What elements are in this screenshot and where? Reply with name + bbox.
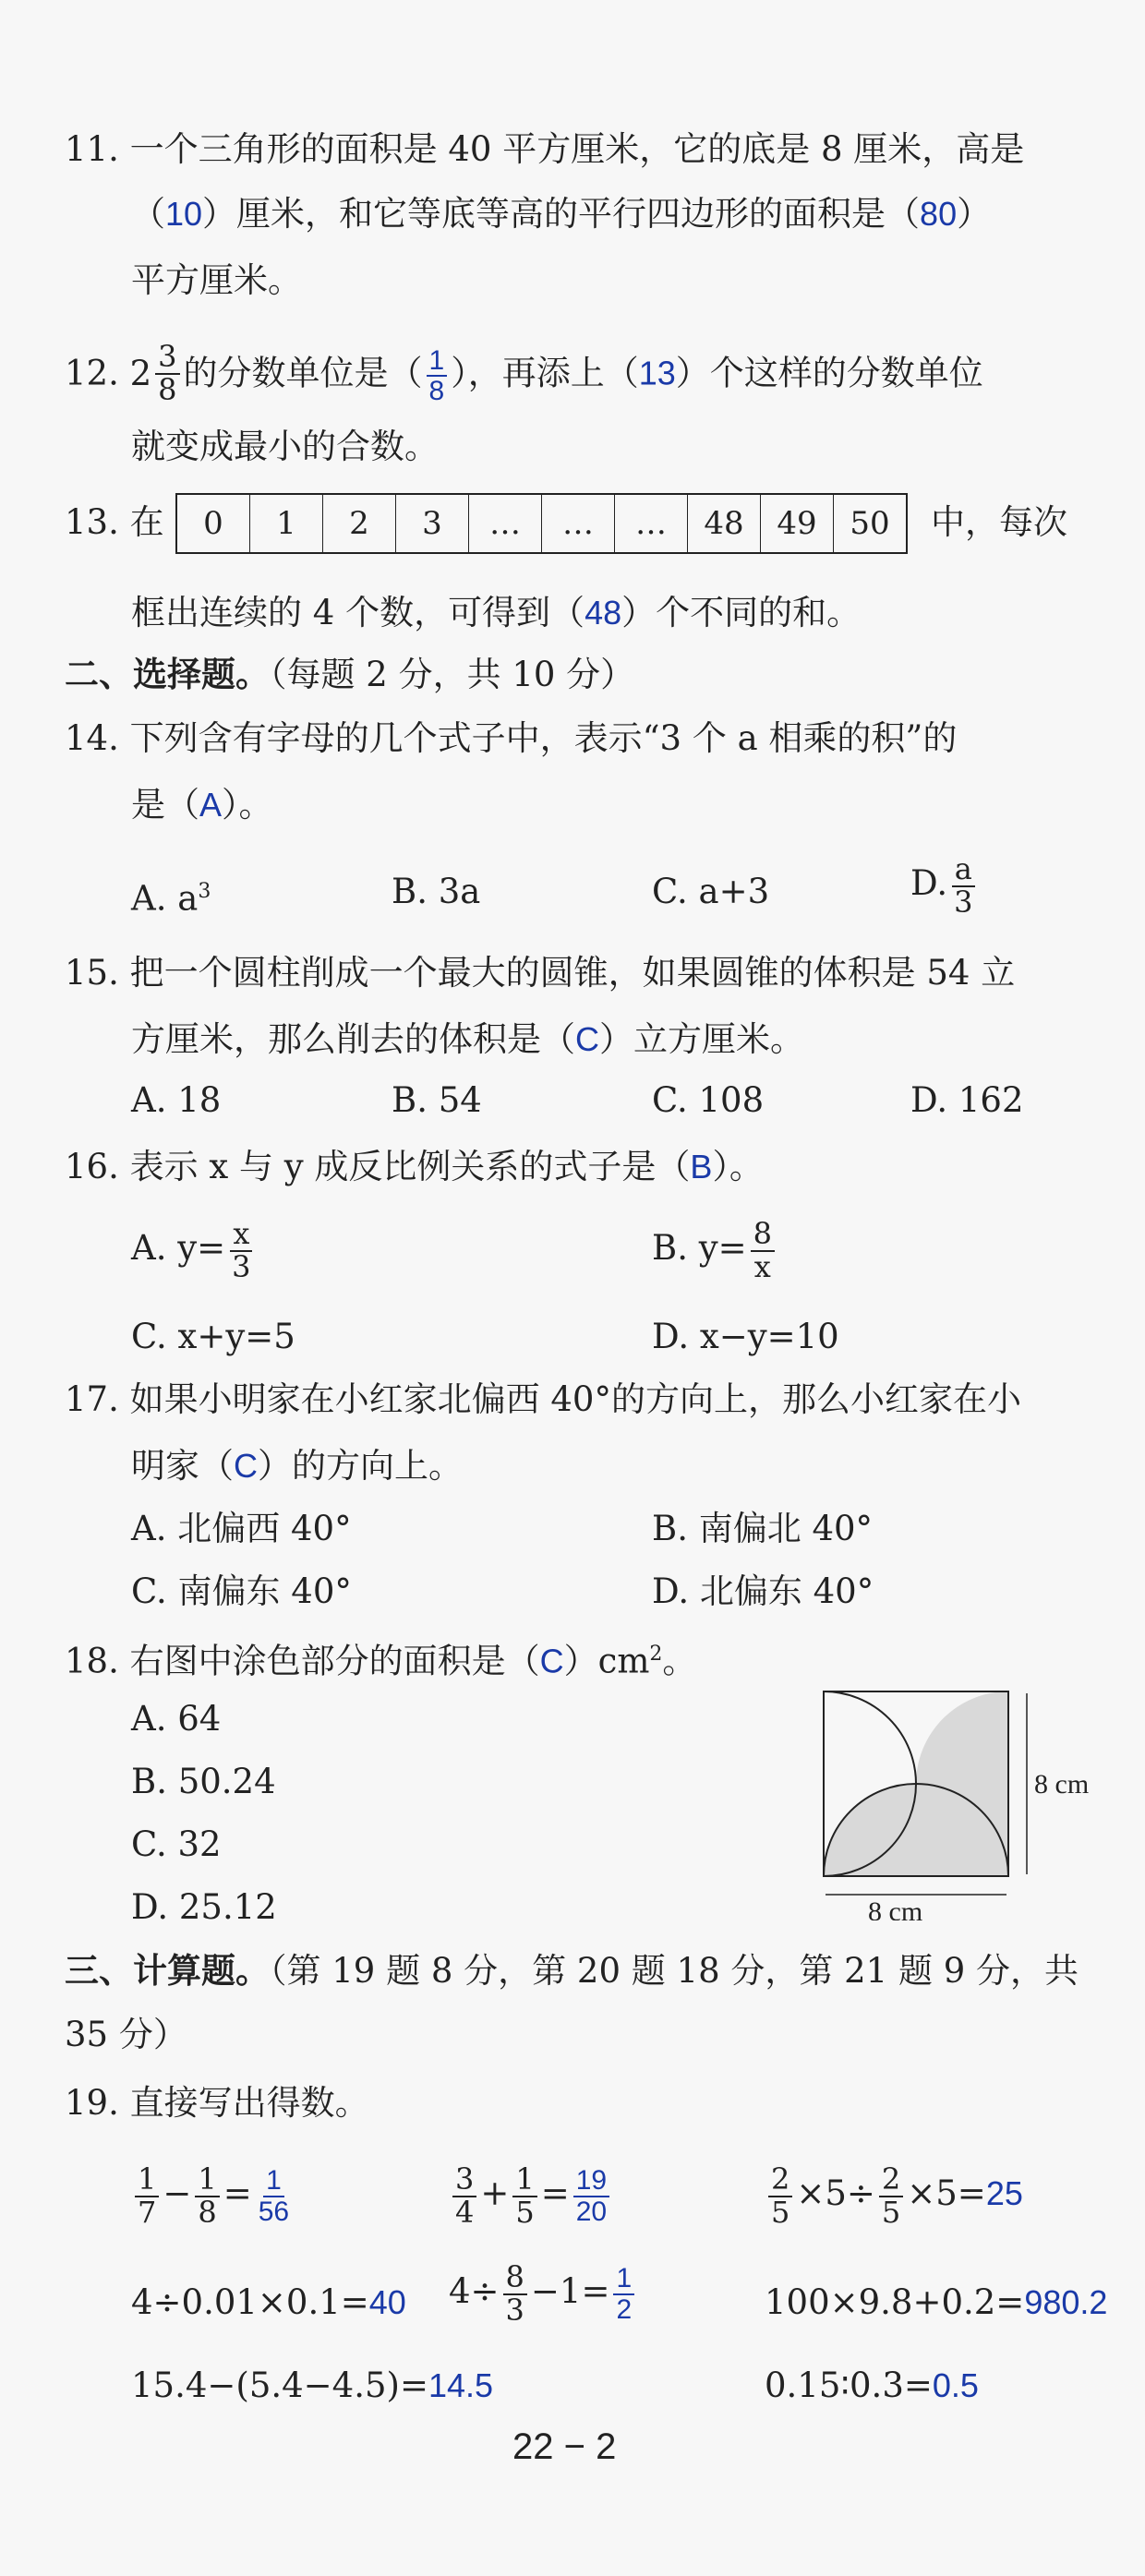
q19-title: 19. 直接写出得数。: [65, 2083, 369, 2123]
q17-option-c: C. 南偏东 40°: [131, 1571, 352, 1611]
q16-option-a: A. y= $\frac{x}{3}$: [131, 1216, 251, 1284]
q16-option-b: B. y= $\frac{8}{x}$: [652, 1219, 778, 1282]
q12-line1: 12. 2 $\frac{3}{8}$ 的分数单位是（ $\frac{1}{8}$ ），再添上（13）个这样的分数单位: [65, 339, 983, 407]
q18-line1: 18. 右图中涂色部分的面积是$(C)cm^2$。: [65, 1641, 697, 1681]
section-3-title: 三、计算题。（第 19 题 8 分，第 20 题 18 分，第 21 题 9 分，共: [65, 1950, 1079, 1991]
number-cell: 1: [250, 495, 323, 552]
q12-mixed-number: 2 $\frac{3}{8}$: [130, 342, 184, 405]
q11-line2: （10）厘米，和它等底等高的平行四边形的面积是（80）: [131, 194, 992, 234]
side-label: 8 cm: [1034, 1769, 1090, 1800]
q16-answer: B: [690, 1148, 713, 1186]
q16-option-c: C. x+y=5: [131, 1317, 295, 1356]
q12-line2: 就变成最小的合数。: [131, 427, 439, 466]
q18-option-a: A. 64: [131, 1699, 222, 1739]
number-cell: 49: [761, 495, 834, 552]
number-cell: …: [542, 495, 615, 552]
q15-option-a: A. 18: [131, 1080, 222, 1120]
q17-option-a: A. 北偏西 40°: [131, 1509, 352, 1548]
q17-answer: C: [234, 1447, 258, 1485]
number-cell: 3: [396, 495, 469, 552]
q11-answer-height: 10: [165, 195, 203, 233]
q18-answer: C: [539, 1642, 564, 1680]
q19-answer-4: 40: [368, 2283, 406, 2321]
q18-option-c: C. 32: [131, 1824, 222, 1864]
q19-expr-4: 4÷0.01×0.1=40: [131, 2282, 406, 2322]
q19-expr-2: $\frac{3}{4}$ + $\frac{1}{5}$ = $\frac{19}{20}$: [449, 2164, 613, 2228]
q14-option-d: D. $\frac{a}{3}$: [910, 854, 979, 918]
q13-number-strip: [175, 493, 908, 554]
q19-answer-8: 0.5: [932, 2366, 979, 2404]
q19-expr-6: 100×9.8+0.2=980.2: [765, 2282, 1108, 2322]
q13-answer: 48: [585, 594, 622, 632]
number-cell: …: [615, 495, 688, 552]
q19-expr-8: 0.15∶0.3=0.5: [765, 2365, 979, 2405]
q19-expr-7: 15.4−(5.4−4.5)=14.5: [131, 2365, 494, 2405]
number-cell: 50: [850, 505, 890, 542]
q18-option-b: B. 50.24: [131, 1762, 276, 1801]
q15-line2: 方厘米，那么削去的体积是（C）立方厘米。: [131, 1019, 804, 1059]
q19-answer-7: 14.5: [428, 2366, 494, 2404]
q12-answer-count: 13: [638, 354, 676, 392]
q15-option-c: C. 108: [652, 1080, 765, 1120]
q19-answer-5: $\frac{1}{2}$: [613, 2264, 634, 2324]
q17-line2: 明家（C）的方向上。: [131, 1446, 463, 1486]
q14-line1: 14. 下列含有字母的几个式子中，表示“3 个 a 相乘的积”的: [65, 718, 958, 758]
q19-answer-1: $\frac{1}{56}$: [258, 2165, 290, 2227]
q13-line2: 框出连续的 4 个数，可得到（48）个不同的和。: [131, 593, 862, 632]
q19-answer-2: $\frac{19}{20}$: [573, 2166, 609, 2226]
q18-figure: [813, 1680, 1108, 1920]
q14-line2: 是（A）。: [131, 785, 273, 825]
q14-answer: A: [199, 786, 223, 824]
number-cell: 0: [177, 495, 250, 552]
number-cell: 48: [688, 495, 761, 552]
q15-answer: C: [575, 1020, 599, 1058]
q11-line1: 11. 一个三角形的面积是 40 平方厘米，它的底是 8 厘米，高是: [65, 129, 1025, 169]
q15-option-b: B. 54: [392, 1080, 482, 1120]
bottom-label: 8 cm: [868, 1896, 923, 1920]
section-3-note-cont: 35 分）: [65, 2015, 187, 2054]
q19-expr-3: $\frac{2}{5}$ ×5÷ $\frac{2}{5}$ ×5=25: [765, 2164, 1023, 2228]
q15-line1: 15. 把一个圆柱削成一个最大的圆锥，如果圆锥的体积是 54 立: [65, 953, 1016, 993]
number-cell: 2: [323, 495, 396, 552]
q14-option-c: C. a+3: [652, 872, 770, 911]
section-2-title: 二、选择题。（每题 2 分，共 10 分）: [65, 654, 635, 694]
q16-option-d: D. x−y=10: [652, 1317, 839, 1356]
q19-expr-5: 4÷ $\frac{8}{3}$ −1= $\frac{1}{2}$: [449, 2262, 638, 2326]
q14-option-b: B. 3a: [392, 872, 481, 911]
q13-prefix: 13. 在: [65, 502, 164, 542]
q16-line1: 16. 表示 x 与 y 成反比例关系的式子是（B）。: [65, 1147, 764, 1186]
q12-answer-unit: $\frac{1}{8}$: [427, 346, 448, 406]
q17-option-d: D. 北偏东 40°: [652, 1571, 874, 1611]
q13-suffix: 中，每次: [931, 502, 1067, 542]
q19-answer-3: 25: [985, 2174, 1023, 2213]
number-cell: …: [469, 495, 542, 552]
q18-option-d: D. 25.12: [131, 1887, 277, 1927]
q15-option-d: D. 162: [910, 1080, 1024, 1120]
q19-answer-6: 980.2: [1024, 2283, 1108, 2321]
q14-option-a: A. $a^3$: [131, 878, 211, 919]
q19-expr-1: $\frac{1}{7}$ − $\frac{1}{8}$ = $\frac{1}{56}$: [131, 2164, 295, 2228]
q17-line1: 17. 如果小明家在小红家北偏西 40°的方向上，那么小红家在小: [65, 1379, 1021, 1419]
q11-line3: 平方厘米。: [131, 260, 302, 300]
q11-answer-area: 80: [920, 195, 958, 233]
page-number: 22 − 2: [512, 2426, 617, 2467]
q17-option-b: B. 南偏北 40°: [652, 1509, 874, 1548]
